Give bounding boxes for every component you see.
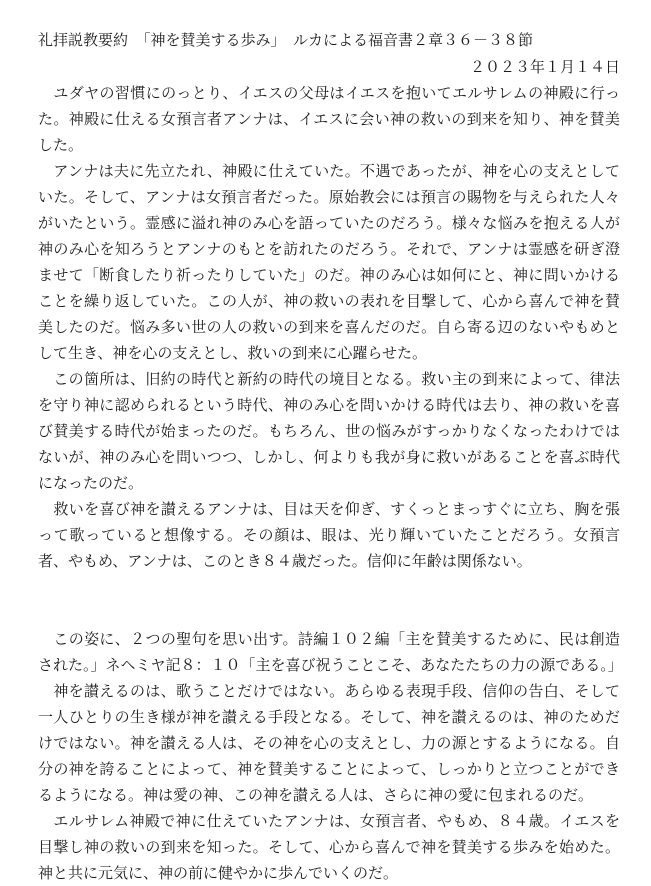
paragraph-4: 救いを喜び神を讃えるアンナは、目は天を仰ぎ、すくっとまっすぐに立ち、胸を張って歌っていると想像する。その顔は、眼は、光り輝いていたことだろう。女預言者、やもめ、アンナは、このとき８４歳だった。信仰に年齢は関係ない。 (38, 500, 620, 570)
blank-line (38, 574, 620, 626)
paragraph-2: アンナは夫に先立たれ、神殿に仕えていた。不遇であったが、神を心の支えとしていた。そして、アンナは女預言者だった。原始教会には預言の賜物を与えられた人々がいたという。霊感に溢れ神のみ心を語っていたのだろう。様々な悩みを抱える人が神のみ心を知ろうとアンナのもとを訪れたのだろう。それで、アンナは霊感を研ぎ澄ませて「断食したり祈ったりしていた」のだ。神のみ心は如何にと、神に問いかけることを繰り返していた。この人が、神の救いの表れを目撃して、心から喜んで神を賛美したのだ。悩み多い世の人の救いの到来を喜んだのだ。自ら寄る辺のないやもめとして生き、神を心の支えとし、救いの到来に心躍らせた。 (38, 162, 620, 362)
document-date: ２０２３年１月１４日 (469, 58, 620, 76)
document-page (38, 26, 623, 886)
paragraph-6: 神を讃えるのは、歌うことだけではない。あらゆる表現手段、信仰の告白、そして一人ひとりの生き様が神を讃える手段となる。そして、神を讃えるのは、神のためだけではない。神を讃える人は、その神を心の支えとし、力の源とするようになる。自分の神を誇ることによって、神を賛美することによって、しっかりと立つことができるようになる。神は愛の神、この神を讃える人は、さらに神の愛に包まれるのだ。 (38, 682, 620, 804)
paragraph-1: ユダヤの習慣にのっとり、イエスの父母はイエスを抱いてエルサレムの神殿に行った。神殿に仕える女預言者アンナは、イエスに会い神の救いの到来を知り、神を賛美した。 (38, 84, 620, 154)
paragraph-7: エルサレム神殿で神に仕えていたアンナは、女預言者、やもめ、８４歳。イエスを目撃し神の救いの到来を知った。そして、心から喜んで神を賛美する歩みを始めた。神と共に元気に、神の前に健やかに歩んでいくのだ。 (38, 812, 620, 882)
document-title: 礼拝説教要約 「神を賛美する歩み」 ルカによる福音書２章３６－３８節 (38, 31, 534, 49)
paragraph-5: この姿に、２つの聖句を思い出す。詩編１０２編「主を賛美するために、民は創造された。」ネヘミヤ記８：１０「主を喜び祝うことこそ、あなたたちの力の源である。」 (38, 630, 623, 674)
paragraph-3: この箇所は、旧約の時代と新約の時代の境目となる。救い主の到来によって、律法を守り神に認められるという時代、神のみ心を問いかける時代は去り、神の救いを喜び賛美する時代が始まったのだ。もちろん、世の悩みがすっかりなくなったわけではないが、神のみ心を問いつつ、しかし、何よりも我が身に救いがあることを喜ぶ時代になったのだ。 (38, 370, 620, 492)
